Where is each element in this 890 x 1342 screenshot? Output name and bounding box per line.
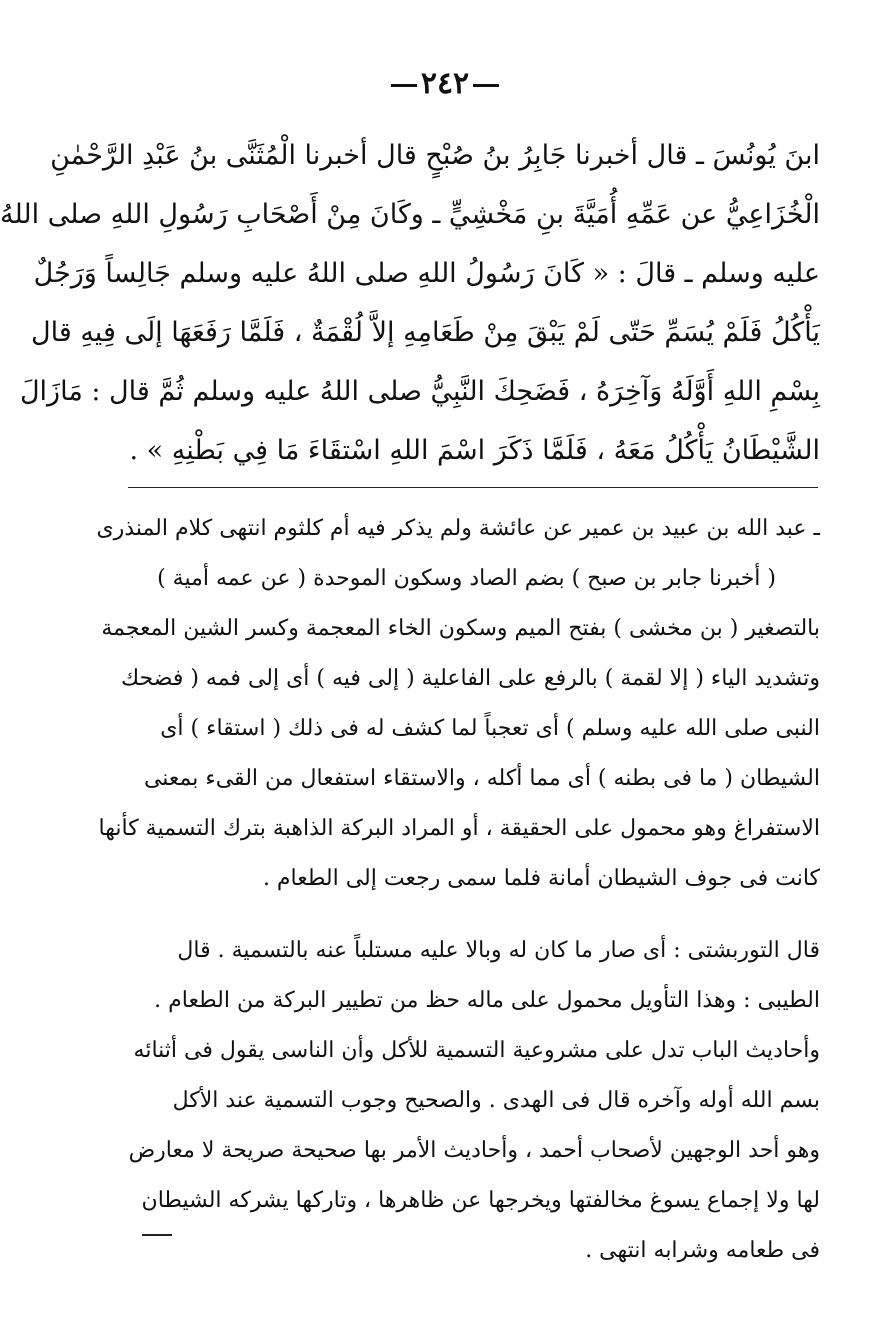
- commentary-line: كانت فى جوف الشيطان أمانة فلما سمى رجعت إلى الطعام .: [262, 866, 820, 891]
- page-number-dash-left: [391, 84, 417, 87]
- commentary-line: الطيبى : وهذا التأويل محمول على ماله حظ من تطيير البركة من الطعام .: [154, 988, 820, 1013]
- commentary-text: [96, 504, 820, 1276]
- commentary-line: بسم الله أوله وآخره قال فى الهدى . والصحيح وجوب التسمية عند الأكل: [172, 1088, 820, 1113]
- commentary-line: بالتصغير ( بن مخشى ) بفتح الميم وسكون الخاء المعجمة وكسر الشين المعجمة: [101, 616, 820, 641]
- page-number-dash-right: [473, 84, 499, 87]
- commentary-line: وهو أحد الوجهين لأصحاب أحمد ، وأحاديث الأمر بها صحيحة صريحة لا معارض: [128, 1138, 820, 1163]
- commentary-line: فى طعامه وشرابه انتهى .: [585, 1238, 820, 1263]
- commentary-line: لها ولا إجماع يسوغ مخالفتها ويخرجها عن ظاهرها ، وتاركها يشركه الشيطان: [141, 1188, 820, 1213]
- hadith-line: عليه وسلم ـ قالَ : « كَانَ رَسُولُ اللهِ صلى اللهُ عليه وسلم جَالِساً وَرَجُلٌ: [33, 258, 820, 289]
- commentary-line: ـ عبد الله بن عبيد بن عمير عن عائشة ولم يذكر فيه أم كلثوم انتهى كلام المنذرى: [96, 516, 820, 541]
- commentary-line: وأحاديث الباب تدل على مشروعية التسمية للأكل وأن الناسى يقول فى أثنائه: [133, 1038, 820, 1063]
- commentary-line: النبى صلى الله عليه وسلم ) أى تعجباً لما كشف له فى ذلك ( استقاء ) أى: [160, 716, 820, 741]
- end-dash: [142, 1234, 172, 1236]
- page-number-value: ٢٤٢: [420, 66, 470, 101]
- hadith-line: يَأْكُلُ فَلَمْ يُسَمِّ حَتّى لَمْ يَبْقَ مِنْ طَعَامِهِ إلاَّ لُقْمَةٌ ، فَلَمَّا رَفَعَهَا إلَى فِيهِ قال: [31, 317, 820, 348]
- hadith-text: [0, 126, 820, 480]
- hadith-line: بِسْمِ اللهِ أَوَّلَهُ وَآخِرَهُ ، فَضَحِكَ النَّبِيُّ صلى اللهُ عليه وسلم ثُمَّ قال : مَازَالَ: [19, 376, 820, 407]
- section-divider: [128, 487, 818, 488]
- hadith-line: ابنَ يُونُسَ ـ قال أخبرنا جَابِرُ بنُ صُبْحٍ قال أخبرنا الْمُثَنَّى بنُ عَبْدِ الرَّحْمٰنِ: [50, 140, 820, 171]
- commentary-line: الشيطان ( ما فى بطنه ) أى مما أكله ، والاستقاء استفعال من القىء بمعنى: [143, 766, 820, 791]
- paragraph-gap: [124, 904, 820, 926]
- commentary-line: قال التوربشتى : أى صار ما كان له وبالا عليه مستلباً عنه بالتسمية . قال: [177, 938, 820, 963]
- page-number: [0, 66, 890, 101]
- hadith-line: الْخُزَاعِيُّ عن عَمِّهِ أُمَيَّةَ بنِ مَخْشِيٍّ ـ وكَانَ مِنْ أَصْحَابِ رَسُولِ اللهِ صلى اللهُ: [0, 199, 820, 230]
- commentary-line: ( أخبرنا جابر بن صبح ) بضم الصاد وسكون الموحدة ( عن عمه أمية ): [157, 566, 776, 591]
- commentary-line: وتشديد الياء ( إلا لقمة ) بالرفع على الفاعلية ( إلى فيه ) أى إلى فمه ( فضحك: [121, 666, 820, 691]
- commentary-line: الاستفراغ وهو محمول على الحقيقة ، أو المراد البركة الذاهبة بترك التسمية كأنها: [98, 816, 820, 841]
- hadith-line: الشَّيْطَانُ يَأْكُلُ مَعَهُ ، فَلَمَّا ذَكَرَ اسْمَ اللهِ اسْتقَاءَ مَا فِي بَطْنِهِ » .: [129, 435, 820, 466]
